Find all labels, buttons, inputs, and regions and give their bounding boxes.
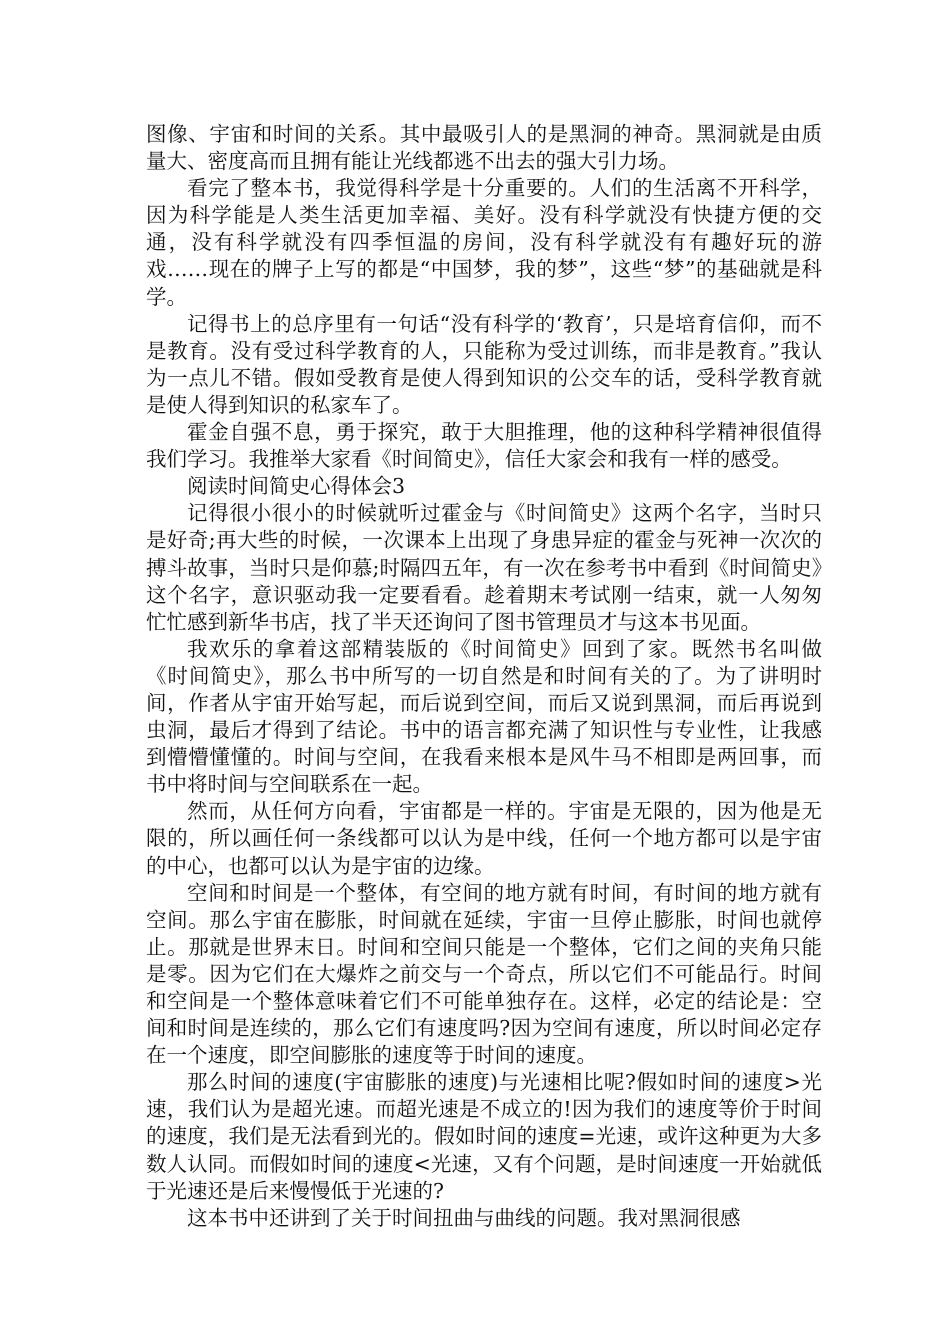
paragraph: 看完了整本书，我觉得科学是十分重要的。人们的生活离不开科学，因为科学能是人类生活更加幸福、美好。没有科学就没有快捷方便的交通，没有科学就没有四季恒温的房间，没有科学就没有有趣好玩的游戏……现在的牌子上写的都是“中国梦，我的梦”，这些“梦”的基础就是科学。 xyxy=(146,176,822,309)
paragraph: 那么时间的速度(宇宙膨胀的速度)与光速相比呢?假如时间的速度>光速，我们认为是超光速。而超光速是不成立的!因为我们的速度等价于时间的速度，我们是无法看到光的。假如时间的速度=光速，或许这种更为大多数人认同。而假如时间的速度<光速，又有个问题，是时间速度一开始就低于光速还是后来慢慢低于光速的? xyxy=(146,1070,822,1203)
paragraph: 我欢乐的拿着这部精装版的《时间简史》回到了家。既然书名叫做《时间简史》，那么书中所写的一切自然是和时间有关的了。为了讲明时间，作者从宇宙开始写起，而后说到空间，而后又说到黑洞，而后再说到虫洞，最后才得到了结论。书中的语言都充满了知识性与专业性，让我感到懵懵懂懂的。时间与空间，在我看来根本是风牛马不相即是两回事，而书中将时间与空间联系在一起。 xyxy=(146,636,822,797)
paragraph: 这本书中还讲到了关于时间扭曲与曲线的问题。我对黑洞很感 xyxy=(187,1205,741,1230)
section-heading: 阅读时间简史心得体会3 xyxy=(187,474,406,499)
paragraph-continuation: 图像、宇宙和时间的关系。其中最吸引人的是黑洞的神奇。黑洞就是由质量大、密度高而且拥有能让光线都逃不出去的强大引力场。 xyxy=(146,122,822,174)
paragraph: 空间和时间是一个整体，有空间的地方就有时间，有时间的地方就有空间。那么宇宙在膨胀，时间就在延续，宇宙一旦停止膨胀，时间也就停止。那就是世界末日。时间和空间只能是一个整体，它们之间的夹角只能是零。因为它们在大爆炸之前交与一个奇点，所以它们不可能品行。时间和空间是一个整体意味着它们不可能单独存在。这样，必定的结论是：空间和时间是连续的，那么它们有速度吗?因为空间有速度，所以时间必定存在一个速度，即空间膨胀的速度等于时间的速度。 xyxy=(146,880,822,1068)
paragraph: 记得书上的总序里有一句话“没有科学的‘教育’，只是培育信仰，而不是教育。没有受过科学教育的人，只能称为受过训练，而非是教育。”我认为一点儿不错。假如受教育是使人得到知识的公交车的话，受科学教育就是使人得到知识的私家车了。 xyxy=(146,311,822,417)
paragraph: 然而，从任何方向看，宇宙都是一样的。宇宙是无限的，因为他是无限的，所以画任何一条线都可以认为是中线，任何一个地方都可以是宇宙的中心，也都可以认为是宇宙的边缘。 xyxy=(146,799,822,878)
paragraph: 霍金自强不息，勇于探究，敢于大胆推理，他的这种科学精神很值得我们学习。我推举大家看《时间简史》，信任大家会和我有一样的感受。 xyxy=(146,420,822,472)
paragraph: 记得很小很小的时候就听过霍金与《时间简史》这两个名字，当时只是好奇;再大些的时候，一次课本上出现了身患异症的霍金与死神一次次的搏斗故事，当时只是仰慕;时隔四五年，有一次在参考书中看到《时间简史》这个名字，意识驱动我一定要看看。趁着期末考试刚一结束，就一人匆匆忙忙感到新华书店，找了半天还询问了图书管理员才与这本书见面。 xyxy=(146,501,822,634)
document-body xyxy=(146,121,822,1232)
